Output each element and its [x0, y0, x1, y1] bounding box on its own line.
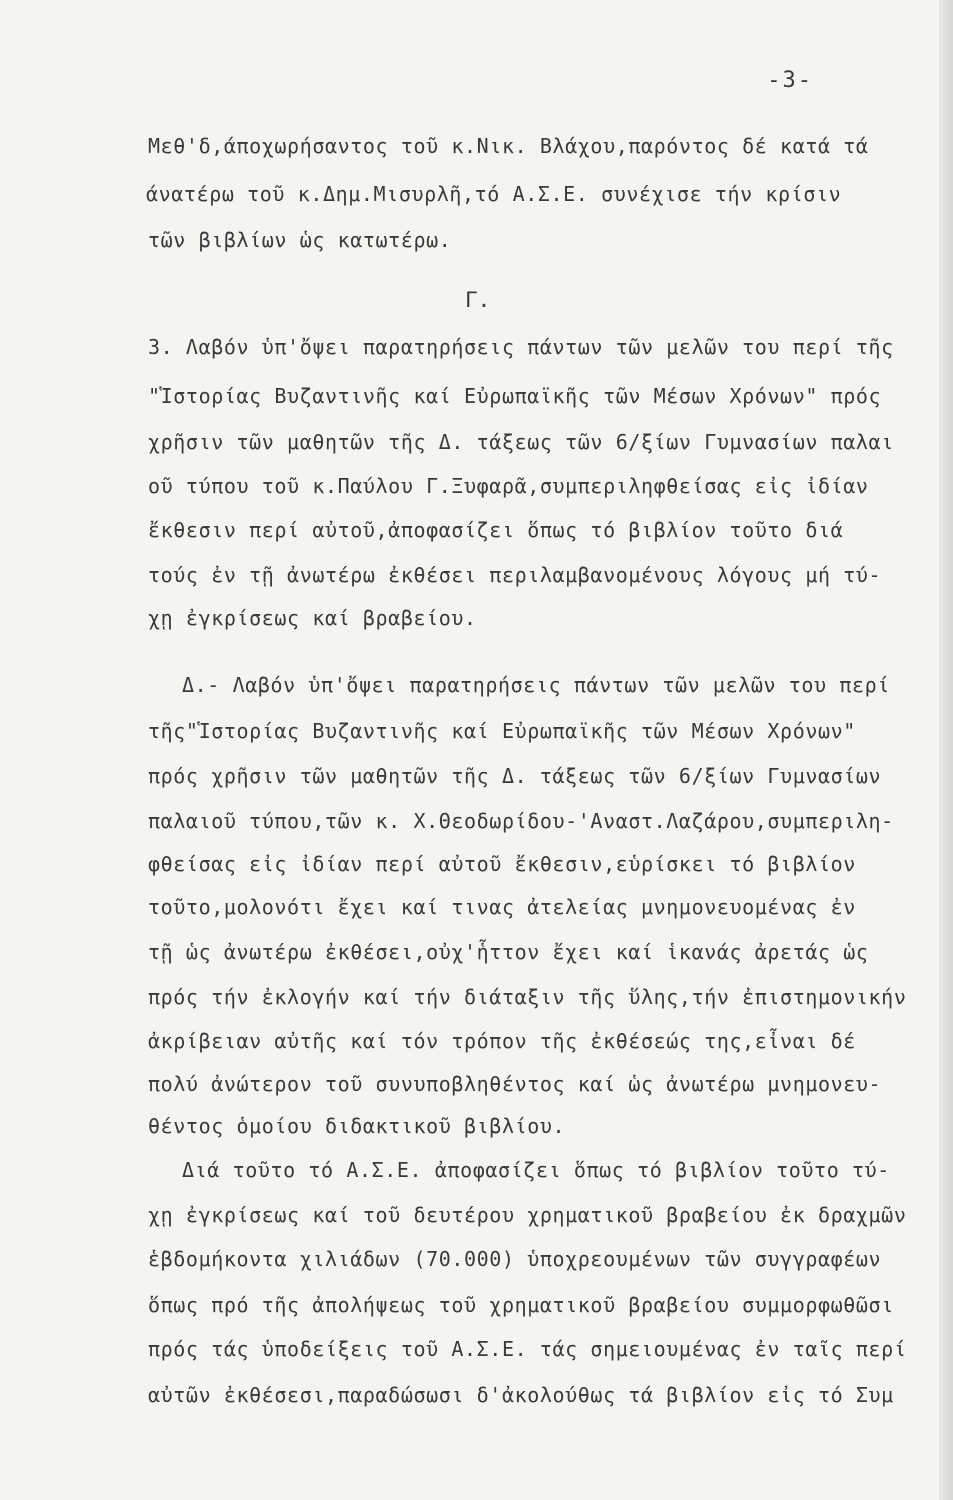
text-line: ὅπως πρό τῆς ἀπολήψεως τοῦ χρηματικοῦ βραβείου συμμορφωθῶσι: [148, 1293, 894, 1317]
text-line: ἀκρίβειαν αὐτῆς καί τόν τρόπον τῆς ἐκθέσεώς της,εἶναι δέ: [148, 1029, 856, 1053]
text-line: "Ἱστορίας Βυζαντινῆς καί Εὐρωπαϊκῆς τῶν Μέσων Χρόνων" πρός: [148, 384, 882, 408]
text-line: πολύ ἀνώτερον τοῦ συνυποβληθέντος καί ὡς ἀνωτέρω μνημονευ-: [148, 1072, 882, 1096]
text-line: τοῦτο,μολονότι ἔχει καί τινας ἀτελείας μνημονευομένας ἐν: [148, 895, 856, 919]
text-line: θέντος ὁμοίου διδακτικοῦ βιβλίου.: [148, 1114, 566, 1138]
text-line: οῦ τύπου τοῦ κ.Παύλου Γ.Ξυφαρᾶ,συμπεριληφθείσας εἰς ἰδίαν: [148, 474, 869, 498]
text-line: χῃ ἐγκρίσεως καί βραβείου.: [148, 606, 477, 630]
text-line: τούς ἐν τῇ ἀνωτέρω ἐκθέσει περιλαμβανομένους λόγους μή τύ-: [148, 563, 882, 587]
text-line: Διά τοῦτο τό Α.Σ.Ε. ἀποφασίζει ὅπως τό βιβλίον τοῦτο τύ-: [182, 1158, 890, 1182]
text-line: Δ.- Λαβόν ὑπ'ὄψει παρατηρήσεις πάντων τῶν μελῶν του περί: [182, 673, 890, 697]
text-line: τῶν βιβλίων ὡς κατωτέρω.: [148, 228, 452, 252]
text-line: τῆς"Ἱστορίας Βυζαντινῆς καί Εὐρωπαϊκῆς τῶν Μέσων Χρόνων": [148, 719, 856, 743]
text-line: χρῆσιν τῶν μαθητῶν τῆς Δ. τάξεως τῶν 6/ξίων Γυμνασίων παλαι: [148, 430, 894, 454]
text-line: ἔκθεσιν περί αὐτοῦ,ἀποφασίζει ὅπως τό βιβλίον τοῦτο διά: [148, 518, 844, 542]
section-heading: Γ.: [465, 288, 491, 312]
page-number: -3-: [767, 68, 813, 93]
text-line: φθείσας εἰς ἰδίαν περί αὐτοῦ ἔκθεσιν,εὑρίσκει τό βιβλίον: [148, 852, 856, 876]
scan-edge-shadow: [939, 0, 953, 1500]
text-line: 3. Λαβόν ὑπ'ὄψει παρατηρήσεις πάντων τῶν μελῶν του περί τῆς: [148, 335, 894, 359]
text-line: ἑβδομήκοντα χιλιάδων (70.000) ὑποχρεουμένων τῶν συγγραφέων: [148, 1247, 882, 1271]
text-line: Μεθ'δ,άποχωρήσαντος τοῦ κ.Νικ. Βλάχου,παρόντος δέ κατά τά: [148, 134, 869, 158]
text-line: αὐτῶν ἐκθέσεσι,παραδώσωσι δ'ἀκολούθως τά βιβλίον εἰς τό Συμ: [148, 1383, 894, 1407]
text-line: παλαιοῦ τύπου,τῶν κ. Χ.Θεοδωρίδου-'Αναστ.Λαζάρου,συμπεριλη-: [148, 809, 894, 833]
text-line: χῃ ἐγκρίσεως καί τοῦ δευτέρου χρηματικοῦ βραβείου ἐκ δραχμῶν: [148, 1203, 907, 1227]
text-line: άνατέρω τοῦ κ.Δημ.Μισυρλῆ,τό Α.Σ.Ε. συνέχισε τήν κρίσιν: [146, 182, 842, 206]
text-line: πρός χρῆσιν τῶν μαθητῶν τῆς Δ. τάξεως τῶν 6/ξίων Γυμνασίων: [148, 764, 882, 788]
text-line: πρός τάς ὑποδείξεις τοῦ Α.Σ.Ε. τάς σημειουμένας ἐν ταῖς περί: [148, 1337, 907, 1361]
text-line: πρός τήν ἐκλογήν καί τήν διάταξιν τῆς ὕλης,τήν ἐπιστημονικήν: [148, 985, 907, 1009]
text-line: τῇ ὡς ἀνωτέρω ἐκθέσει,οὐχ'ἧττον ἔχει καί ἱκανάς ἀρετάς ὡς: [148, 940, 869, 964]
